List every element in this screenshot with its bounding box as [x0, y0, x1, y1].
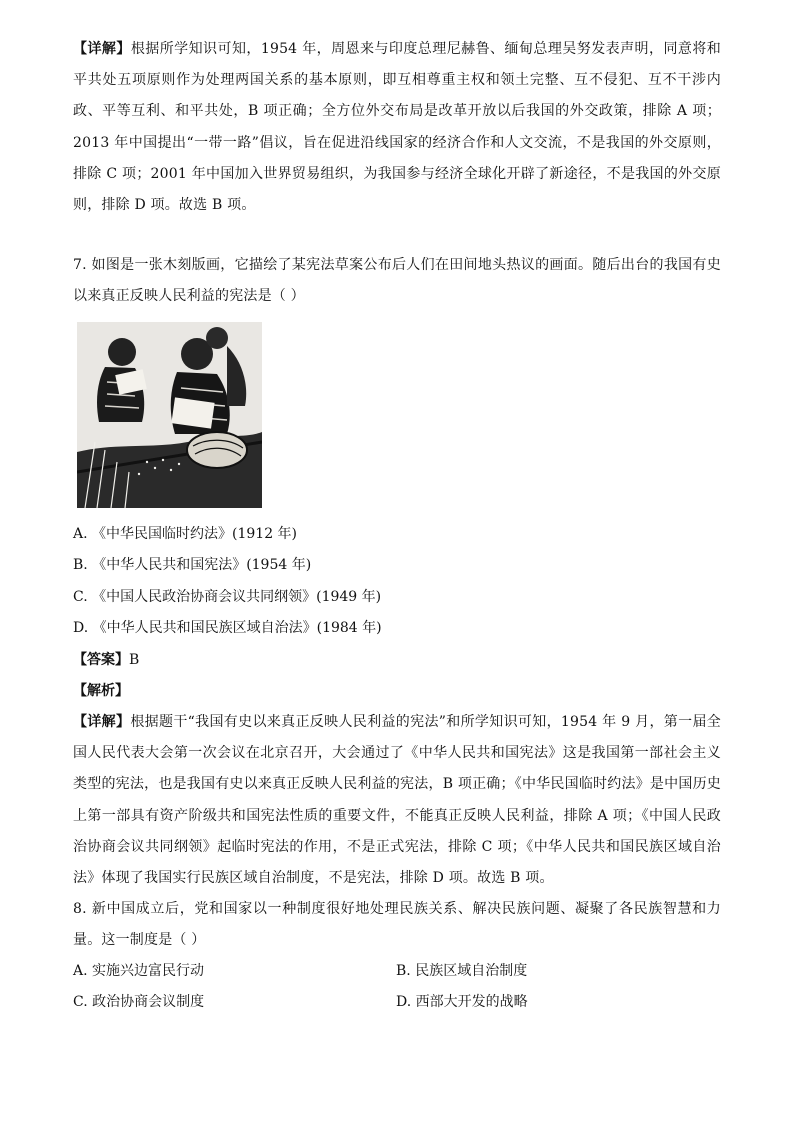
q8-stem: 8. 新中国成立后，党和国家以一种制度很好地处理民族关系、解决民族问题、凝聚了各民族智慧和力量。这一制度是（ ）	[73, 901, 721, 949]
q7-option-d: D. 《中华人民共和国民族区域自治法》(1984 年)	[73, 620, 382, 636]
q8-option-d: D. 西部大开发的战略	[396, 994, 528, 1010]
q8-option-a: A. 实施兴边富民行动	[73, 963, 205, 979]
q6-explain-tag: 【详解】	[73, 41, 131, 57]
q8-option-b: B. 民族区域自治制度	[396, 963, 528, 979]
q7-explanation	[73, 707, 721, 894]
q7-option-b: B. 《中华人民共和国宪法》(1954 年)	[73, 557, 312, 573]
q7-explain-text: 根据题干“我国有史以来真正反映人民利益的宪法”和所学知识可知，1954 年 9 月，第一届全国人民代表大会第一次会议在北京召开，大会通过了《中华人民共和国宪法》这是我国第一部社会主义类型的宪法，也是我国有史以来真正反映人民利益的宪法，B 项正确；《中华民国临时约法》是中国历史上第一部具有资产阶级共和国宪法性质的重要文件，不能真正反映人民利益，排除 A 项；《中国人民政治协商会议共同纲领》起临时宪法的作用，不是正式宪法，排除 C 项；《中华人民共和国民族区域自治法》体现了我国实行民族区域自治制度，不是宪法，排除 D 项。故选 B 项。	[73, 714, 721, 887]
q7-explain-tag: 【详解】	[73, 714, 131, 730]
q6-explanation	[73, 34, 721, 221]
q6-explain-text: 根据所学知识可知，1954 年，周恩来与印度总理尼赫鲁、缅甸总理吴努发表声明，同意将和平共处五项原则作为处理两国关系的基本原则，即互相尊重主权和领土完整、互不侵犯、互不干涉内政、平等互利、和平共处，B 项正确；全方位外交布局是改革开放以后我国的外交政策，排除 A 项；2013 年中国提出“一带一路”倡议，旨在促进沿线国家的经济合作和人文交流，不是我国的外交原则，排除 C 项；2001 年中国加入世界贸易组织，为我国参与经济全球化开辟了新途径，不是我国的外交原则，排除 D 项。故选 B 项。	[73, 41, 721, 214]
analysis-tag: 【解析】	[73, 683, 129, 699]
q7-analysis-heading	[73, 681, 129, 701]
q7-option-c: C. 《中国人民政治协商会议共同纲领》(1949 年)	[73, 589, 382, 605]
q8-option-c: C. 政治协商会议制度	[73, 994, 205, 1010]
q7-stem: 7. 如图是一张木刻版画，它描绘了某宪法草案公布后人们在田间地头热议的画面。随后出台的我国有史以来真正反映人民利益的宪法是（ ）	[73, 257, 721, 305]
answer-tag: 【答案】	[73, 652, 129, 668]
q7-answer	[73, 650, 139, 670]
q7-option-a: A. 《中华民国临时约法》(1912 年)	[73, 526, 298, 542]
answer-value: B	[129, 652, 140, 668]
woodcut-print-image	[77, 322, 262, 508]
